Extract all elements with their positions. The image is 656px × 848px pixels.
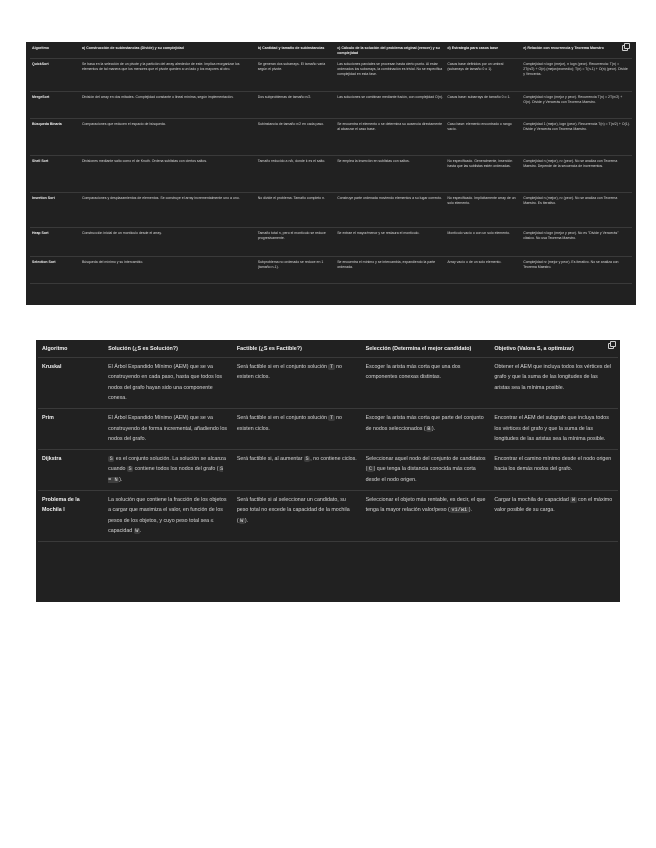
cell-c: Las soluciones parciales se procesan hasta cierto punto. Al estar ordenados los subarrays, la combinación es trivial. No se especifica complejidad en esta fase. [335, 59, 445, 92]
table-row [30, 92, 632, 119]
table-panel-divide-conquer [26, 42, 636, 305]
header-algoritmo: Algoritmo [30, 42, 80, 59]
cell-text: , no contiene ciclos. [310, 455, 357, 462]
cell-a: Construcción inicial de un montículo desde el array. [80, 228, 256, 257]
cell-text: contiene todos los nodos del grafo ( [133, 466, 219, 473]
cell-text: Escoger la arista más corta que una dos componentes conexas distintas. [365, 363, 461, 381]
table-row [38, 357, 618, 408]
table-row [30, 119, 632, 156]
cell-factible [233, 490, 362, 541]
inline-code: W [240, 517, 244, 524]
table-row [38, 490, 618, 541]
cell-algoritmo: Shell Sort [30, 156, 80, 193]
cell-a: Divisiones mediante salto como el de Knuth. Ordena sublistas con ciertos saltos. [80, 156, 256, 193]
cell-b: Tamaño reducido a n/k, donde k es el salto. [256, 156, 335, 193]
inline-code: W [571, 496, 576, 503]
cell-algoritmo: Kruskal [38, 357, 104, 408]
cell-text: es el conjunto solución. La solución se alcanza cuando [108, 455, 226, 473]
cell-factible [233, 449, 362, 490]
cell-b: Se generan dos subarrays. El tamaño varía según el pivote. [256, 59, 335, 92]
table-row [30, 59, 632, 92]
table-row [30, 228, 632, 257]
header-seleccion: Selección (Determina el mejor candidato) [362, 340, 491, 357]
cell-text: no existen ciclos. [236, 363, 342, 381]
cell-text: Cargar la mochila de capacidad [494, 496, 571, 503]
cell-objetivo [490, 357, 618, 408]
cell-algoritmo: Prim [38, 408, 104, 449]
cell-text: Escoger la arista más corta que parte del conjunto de nodos seleccionados ( [365, 414, 484, 432]
header-objetivo-label: Objetivo (Valora S, a optimizar) [494, 346, 574, 352]
cell-objetivo [490, 408, 618, 449]
inline-code: T [329, 414, 334, 421]
cell-text: con el máximo valor posible de su carga. [494, 496, 613, 514]
cell-seleccion [362, 357, 491, 408]
cell-b: Dos subproblemas de tamaño n/2. [256, 92, 335, 119]
cell-e: Complejidad 1 (mejor), logn (peor). Recurrencia T(n) = T(n/2) + O(1). Divide y Vencerás con Teorema Maestro. [521, 119, 632, 156]
inline-code: S [109, 455, 113, 462]
cell-text: Seleccionar el objeto más rentable, es decir, el que tenga la mayor relación valor/peso ( [365, 496, 486, 514]
cell-text: El Árbol Expandido Mínimo (AEM) que se va construyendo de forma incremental, añadiendo los nodos del grafo. [108, 414, 228, 443]
cell-a: Comparaciones que reducen el espacio de búsqueda. [80, 119, 256, 156]
cell-text: Obtener el AEM que incluya todos los vértices del grafo y que la suma de las longitudes de las aristas sea la mínima posible. [494, 363, 611, 391]
inline-code: S = N [108, 466, 224, 483]
cell-algoritmo: Heap Sort [30, 228, 80, 257]
cell-text: no existen ciclos. [236, 414, 342, 432]
copy-icon[interactable] [622, 43, 629, 50]
cell-b: Subproblema no ordenado se reduce en 1 (tamaño n-1). [256, 257, 335, 284]
inline-code: S [128, 466, 132, 473]
inline-code: C [368, 466, 373, 473]
header-factible: Factible (¿S es Factible?) [233, 340, 362, 357]
cell-e: Complejidad n logn (mejor y peor). No es "Divide y Vencerás" clásico. No usa Teorema Maestro. [521, 228, 632, 257]
cell-d: Caso base: elemento encontrado o rango vacío. [445, 119, 521, 156]
cell-algoritmo: MergeSort [30, 92, 80, 119]
cell-e: Complejidad n logn (mejor), n logn (peor). Recurrencia: T(n) = 2T(n/2) + O(n) (mejor/promedio); T(n) = T(n-1) + O(n) (peor). Divide y Vencerás. [521, 59, 632, 92]
header-objetivo [490, 340, 618, 357]
cell-text: ). [431, 425, 436, 432]
cell-text: Encontrar el AEM del subgrafo que incluya todos los vértices del grafo y que la suma de las longitudes de las aristas sea la mínima posible. [494, 414, 609, 443]
cell-e: Complejidad n logn (mejor y peor). Recurrencia T(n) = 2T(n/2) + O(n). Divide y Vencerás con Teorema Maestro. [521, 92, 632, 119]
cell-c: Se encuentra el elemento o se determina su ausencia directamente al alcanzar el caso base. [335, 119, 445, 156]
cell-d: Casos base: subarrays de tamaño 0 o 1. [445, 92, 521, 119]
cell-a: Búsqueda del mínimo y su intercambio. [80, 257, 256, 284]
copy-icon[interactable] [608, 341, 615, 348]
cell-seleccion [362, 490, 491, 541]
table-row [30, 257, 632, 284]
table-header-row [30, 42, 632, 59]
cell-c: Se encuentra el mínimo y se intercambia, expandiendo la parte ordenada. [335, 257, 445, 284]
header-construccion: a) Construcción de subinstancias (Divide) y su complejidad [80, 42, 256, 59]
cell-factible [233, 357, 362, 408]
cell-text: ). [468, 507, 472, 514]
cell-b: Subinstancia de tamaño n/2 en cada paso. [256, 119, 335, 156]
inline-code: W [135, 528, 139, 535]
header-recurrencia-label: e) Relación con recurrencia y Teorema Maestro [523, 46, 604, 50]
cell-d: Montículo vacío o con un solo elemento. [445, 228, 521, 257]
cell-algoritmo: Selection Sort [30, 257, 80, 284]
cell-d: No especificado. Generalmente, inserción hasta que las sublistas estén ordenadas. [445, 156, 521, 193]
cell-seleccion [362, 408, 491, 449]
cell-text: ) que tenga la distancia conocida más corta desde el nodo origen. [365, 466, 476, 483]
cell-solucion [104, 490, 233, 541]
header-cantidad: b) Cantidad y tamaño de subinstancias [256, 42, 335, 59]
inline-code: vi/wi [451, 507, 468, 514]
cell-e: Complejidad n (mejor), n² (peor). No se analiza con Teorema Maestro. Es iterativo. [521, 193, 632, 228]
cell-c: Construye parte ordenada moviendo elementos a su lugar correcto. [335, 193, 445, 228]
table-panel-greedy [36, 340, 620, 602]
cell-text: Seleccionar aquel nodo del conjunto de candidatos [365, 455, 486, 462]
cell-d: Casos base definidos por un umbral (subarrays de tamaño 0 o 1). [445, 59, 521, 92]
cell-text: . [139, 528, 142, 535]
cell-text: Será factible si en el conjunto solución [236, 363, 329, 370]
table-row [30, 193, 632, 228]
cell-text: Encontrar el camino mínimo desde el nodo origen hacia los demás nodos del grafo. [494, 455, 612, 473]
header-casos-base: d) Estrategia para casos base [445, 42, 521, 59]
cell-solucion [104, 408, 233, 449]
cell-d: Array vacío o de un solo elemento. [445, 257, 521, 284]
cell-b: Tamaño total n, pero el montículo se reduce progresivamente. [256, 228, 335, 257]
divide-conquer-table [30, 42, 632, 284]
cell-e: Complejidad n² (mejor y peor). Es iterativo. No se analiza con Teorema Maestro. [521, 257, 632, 284]
cell-algoritmo: Problema de la Mochila I [38, 490, 104, 541]
cell-text: El Árbol Expandido Mínimo (AEM) que se va construyendo en cada paso, hasta que todos los nodos del grafo hayan sido una componente conexa. [108, 363, 223, 402]
cell-text: La solución que contiene la fracción de los objetos a cargar que maximiza el valor, en función de los pesos de los objetos, y cuyo peso total sea ≤ capacidad [108, 496, 227, 535]
cell-algoritmo: Dijkstra [38, 449, 104, 490]
cell-text: Será factible si en el conjunto solución [236, 414, 329, 421]
cell-factible [233, 408, 362, 449]
cell-c: Las soluciones se combinan mediante fusión, con complejidad O(n). [335, 92, 445, 119]
cell-algoritmo: Búsqueda Binaria [30, 119, 80, 156]
header-calculo: c) Cálculo de la solución del problema original (vencer) y su complejidad [335, 42, 445, 59]
cell-text: Será factible si, al aumentar [236, 455, 304, 462]
cell-text: Será factible si al seleccionar un candidato, su peso total no excede la capacidad de la mochila ( [236, 496, 350, 524]
cell-solucion [104, 449, 233, 490]
cell-objetivo [490, 490, 618, 541]
header-recurrencia [521, 42, 632, 59]
cell-a: División del array en dos mitades. Complejidad constante o lineal mínima, según implementación. [80, 92, 256, 119]
cell-a: Comparaciones y desplazamientos de elementos. Se construye el array incrementalmente uno a uno. [80, 193, 256, 228]
greedy-table [38, 340, 618, 542]
cell-algoritmo: Insertion Sort [30, 193, 80, 228]
cell-seleccion [362, 449, 491, 490]
cell-c: Se emplea la inserción en sublistas con saltos. [335, 156, 445, 193]
table-row [38, 449, 618, 490]
table-row [30, 156, 632, 193]
header-algoritmo: Algoritmo [38, 340, 104, 357]
inline-code: S [305, 455, 309, 462]
inline-code: T [329, 363, 334, 370]
cell-a: Se basa en la selección de un pivote y la partición del array alrededor de este. Implica reorganizar los elementos de tal manera que los menores que el pivote queden a un lado y los mayores al otro. [80, 59, 256, 92]
cell-d: No especificado. Implícitamente array de un solo elemento. [445, 193, 521, 228]
table-row [38, 408, 618, 449]
cell-text: ). [119, 476, 123, 483]
cell-algoritmo: QuickSort [30, 59, 80, 92]
header-solucion: Solución (¿S es Solución?) [104, 340, 233, 357]
cell-b: No divide el problema. Tamaño completo n. [256, 193, 335, 228]
cell-solucion [104, 357, 233, 408]
cell-objetivo [490, 449, 618, 490]
cell-c: Se extrae el mayor/menor y se restaura el montículo. [335, 228, 445, 257]
cell-e: Complejidad n (mejor), n² (peor). No se analiza con Teorema Maestro. Depende de la secuencia de incrementos. [521, 156, 632, 193]
cell-text: ). [244, 517, 249, 524]
inline-code: B [427, 425, 431, 432]
table-header-row [38, 340, 618, 357]
